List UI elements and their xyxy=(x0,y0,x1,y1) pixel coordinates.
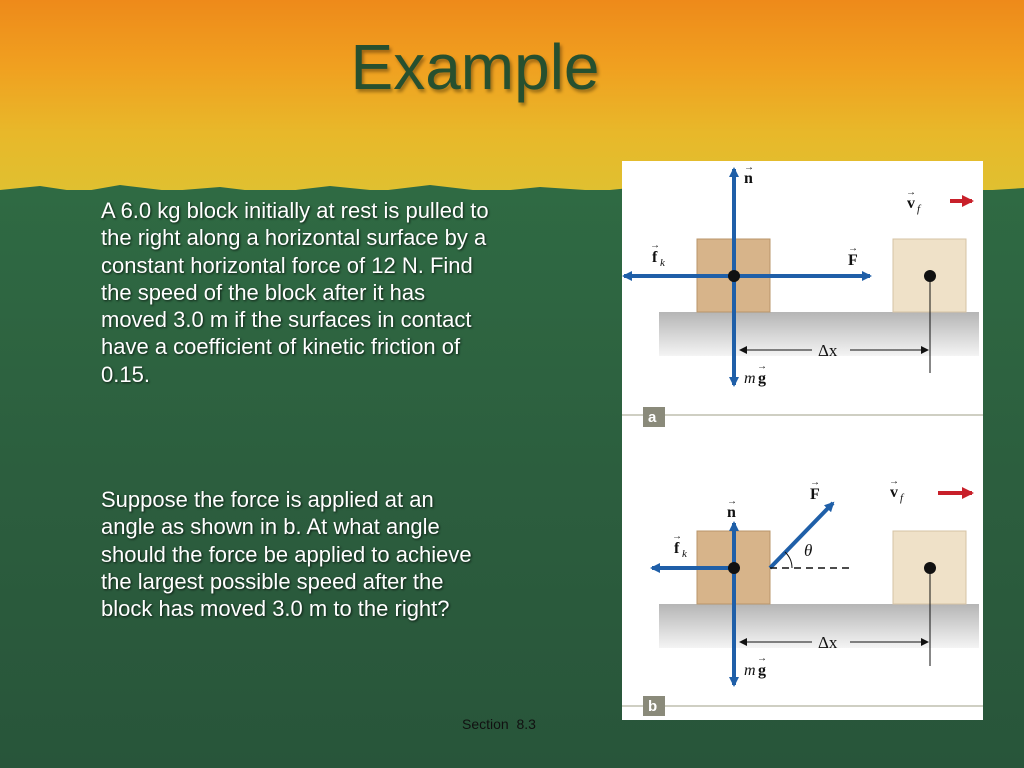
svg-text:→: → xyxy=(889,476,899,487)
svg-text:→: → xyxy=(650,240,660,251)
force-label-a xyxy=(848,243,858,269)
slide-footer: Section 8.3 xyxy=(462,716,536,732)
force-label-b xyxy=(810,477,820,503)
svg-text:g: g xyxy=(758,370,766,387)
velocity-label-a xyxy=(906,187,922,215)
svg-text:f: f xyxy=(900,492,904,504)
velocity-label-b xyxy=(889,476,905,504)
svg-text:F: F xyxy=(810,486,820,503)
problem-paragraph-2: Suppose the force is applied at an angle as shown in b. At what angle should the force be applied to achieve the largest possible speed after the block has moved 3.0 m to the right? xyxy=(101,487,472,622)
displacement-label-a: Δx xyxy=(818,341,838,360)
panel-b xyxy=(622,476,983,716)
svg-text:→: → xyxy=(727,496,737,507)
center-dot-initial-a xyxy=(728,270,740,282)
svg-text:F: F xyxy=(848,252,858,269)
center-dot-final-a xyxy=(924,270,936,282)
svg-text:f: f xyxy=(652,249,658,266)
angle-label-b: θ xyxy=(804,541,813,560)
svg-text:→: → xyxy=(757,361,767,372)
weight-label-a xyxy=(744,361,767,387)
svg-text:m: m xyxy=(744,662,756,679)
panel-a xyxy=(622,162,983,427)
svg-text:→: → xyxy=(672,531,682,542)
angle-arc-b xyxy=(785,552,792,568)
friction-label-a xyxy=(650,240,666,269)
svg-text:g: g xyxy=(758,662,766,679)
weight-label-b xyxy=(744,653,767,679)
svg-text:v: v xyxy=(907,195,915,212)
svg-text:n: n xyxy=(727,504,736,521)
force-arrow-b xyxy=(770,503,833,568)
svg-text:→: → xyxy=(848,243,858,254)
svg-text:n: n xyxy=(744,170,753,187)
slide-title: Example xyxy=(350,31,600,103)
svg-text:m: m xyxy=(744,370,756,387)
panel-tag-a: a xyxy=(648,409,657,426)
svg-text:v: v xyxy=(890,484,898,501)
displacement-label-b: Δx xyxy=(818,633,838,652)
free-body-diagram xyxy=(622,161,983,720)
center-dot-final-b xyxy=(924,562,936,574)
panel-tag-b: b xyxy=(648,698,658,715)
svg-text:→: → xyxy=(744,162,754,173)
svg-text:→: → xyxy=(810,477,820,488)
normal-label-a xyxy=(744,162,754,187)
svg-text:f: f xyxy=(917,203,921,215)
svg-text:f: f xyxy=(674,540,680,557)
svg-text:k: k xyxy=(682,548,687,560)
problem-paragraph-1: A 6.0 kg block initially at rest is pulled to the right along a horizontal surface by a constant horizontal force of 12 N. Find the speed of the block after it has moved 3.0 m if the surfaces in contact have a coefficient of kinetic friction of 0.15. xyxy=(101,198,489,387)
svg-text:k: k xyxy=(660,257,665,269)
normal-label-b xyxy=(727,496,737,521)
center-dot-initial-b xyxy=(728,562,740,574)
physics-figure xyxy=(622,161,983,720)
svg-text:→: → xyxy=(757,653,767,664)
svg-text:→: → xyxy=(906,187,916,198)
friction-label-b xyxy=(672,531,688,560)
